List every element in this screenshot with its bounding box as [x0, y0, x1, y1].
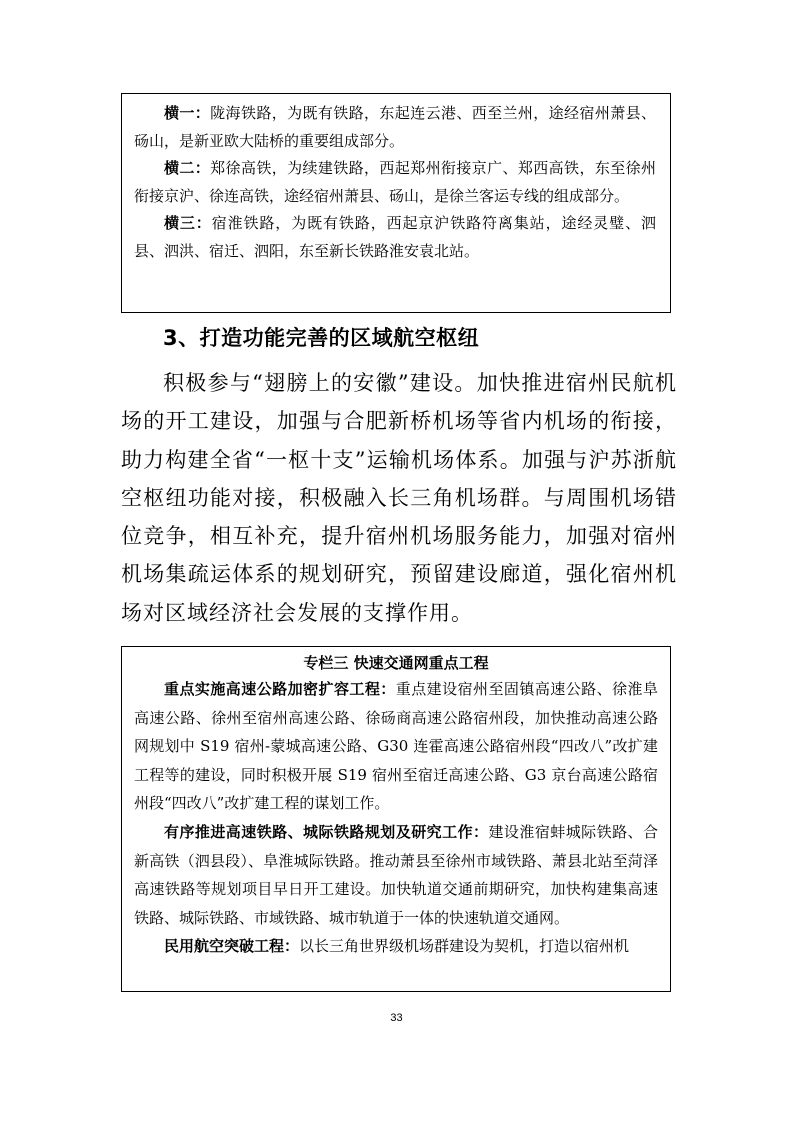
- item-text: 宿淮铁路，为既有铁路，西起京沪铁路符离集站，途经灵璧、泗县、泗洪、宿迁、泗阳，东至新长铁路淮安袁北站。: [134, 214, 656, 260]
- box-item: [134, 818, 658, 932]
- item-text: 重点建设宿州至固镇高速公路、徐淮阜高速公路、徐州至宿州高速公路、徐砀商高速公路宿州段，加快推动高速公路网规划中 S19 宿州-蒙城高速公路、G30 连霍高速公路宿州段“四改八”改扩建工程等的建设，同时积极开展 S19 宿州至宿迁高速公路、G3 京台高速公路宿州段“四改八”改扩建工程的谋划工作。: [134, 680, 658, 813]
- item-text: 建设淮宿蚌城际铁路、合新高铁（泗县段）、阜淮城际铁路。推动萧县至徐州市域铁路、萧县北站至菏泽高速铁路等规划项目早日开工建设。加快轨道交通前期研究，加快构建集高速铁路、城际铁路、市域铁路、城市轨道于一体的快速轨道交通网。: [134, 822, 658, 927]
- item-label: 有序推进高速铁路、城际铁路规划及研究工作：: [164, 822, 489, 841]
- box-item: [134, 932, 658, 961]
- item-text: 陇海铁路，为既有铁路，东起连云港、西至兰州，途经宿州萧县、砀山，是新亚欧大陆桥的重要组成部分。: [134, 104, 656, 150]
- box-item: [134, 210, 656, 265]
- item-label: 重点实施高速公路加密扩容工程：: [164, 680, 396, 698]
- column-box: [121, 646, 671, 992]
- item-label: 横一：: [164, 104, 211, 122]
- body-paragraph: 积极参与“翅膀上的安徽”建设。加快推进宿州民航机场的开工建设，加强与合肥新桥机场等省内机场的衔接，助力构建全省“一枢十支”运输机场体系。加强与沪苏浙航空枢纽功能对接，积极融入长三角机场群。与周围机场错位竞争，相互补充，提升宿州机场服务能力，加强对宿州机场集疏运体系的规划研究，预留建设廊道，强化宿州机场对区域经济社会发展的支撑作用。: [121, 371, 677, 625]
- highway-railway-box: [121, 93, 671, 313]
- item-text: 以长三角世界级机场群建设为契机，打造以宿州机: [299, 937, 630, 956]
- item-label: 横三：: [164, 214, 212, 232]
- column-title: 专栏三 快速交通网重点工程: [303, 654, 489, 672]
- page-number: 33: [390, 1012, 403, 1024]
- box-item: [134, 100, 656, 155]
- section-heading: 3、打造功能完善的区域航空枢纽: [163, 326, 480, 350]
- item-label: 横二：: [164, 159, 211, 177]
- box-item: [134, 155, 656, 210]
- item-label: 民用航空突破工程：: [164, 937, 300, 956]
- item-text: 郑徐高铁，为续建铁路，西起郑州衔接京广、郑西高铁，东至徐州衔接京沪、徐连高铁，途经宿州萧县、砀山，是徐兰客运专线的组成部分。: [134, 159, 656, 205]
- box-item: [134, 675, 658, 818]
